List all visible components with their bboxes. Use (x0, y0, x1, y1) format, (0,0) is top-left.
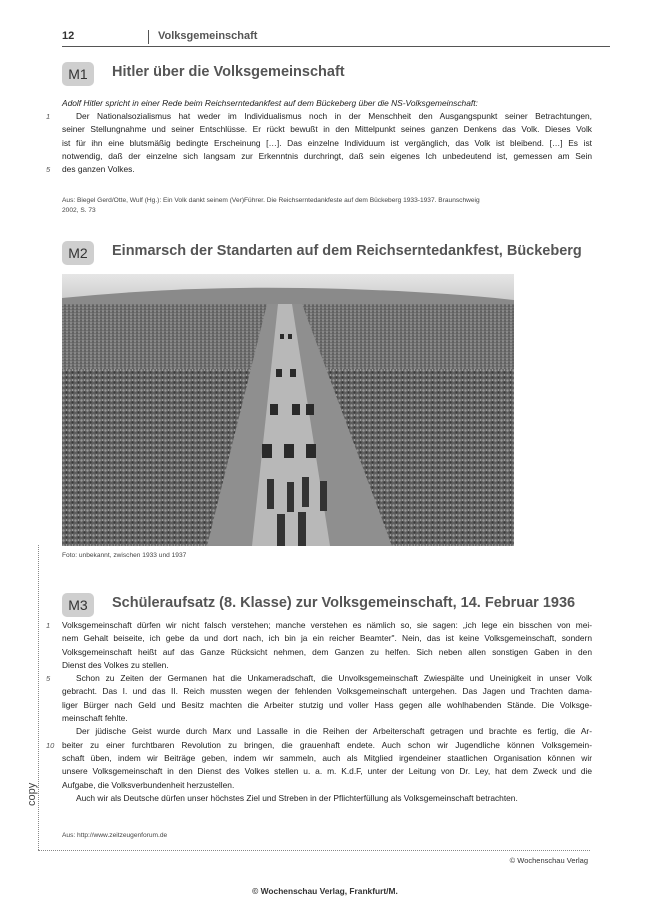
m3-badge: M3 (62, 593, 94, 617)
photo-caption: Foto: unbekannt, zwischen 1933 und 1937 (62, 552, 187, 559)
m1-line: notwendig, daß der einzelne sich langsam zur Erkenntnis durchringt, daß sein eigenes Ich unbedeutend ist, gemessen am Sein (62, 150, 592, 161)
m3-line: liger Bürger nach Geld und Besitz machten die Arbeiter stutzig und voller Hass gegen alle wohlhabenden Stände. Die Volksge- (62, 699, 592, 710)
m1-line: 5 des ganzen Volkes. (46, 164, 135, 175)
m3-line: unsere Volksgemeinschaft in den Dienst des Volkes stellen u. a. m. K.d.F, unter der Leitung von Dr. Ley, hat dem Zweck und die (62, 766, 592, 777)
m3-line: 10 beiter zu einer furchtbaren Revolution zu bringen, die grauenhaft endete. Auch schon wir Jugendliche können Volksgemein- (46, 739, 592, 750)
m3-line: Der jüdische Geist wurde durch Marx und Lassalle in die Reihen der Arbeiterschaft getragen und brachte es fertig, die Ar- (76, 726, 592, 737)
m3-title: Schüleraufsatz (8. Klasse) zur Volksgemeinschaft, 14. Februar 1936 (112, 595, 576, 611)
m3-line: meinschaft fehlte. (62, 713, 128, 724)
m3-line: gebracht. Das I. und das II. Reich mussten wegen der fehlenden Volksgemeinschaft untergehen. Das Jagen und Trachten dama- (62, 686, 592, 697)
page-number: 12 (62, 30, 75, 42)
header-title: Volksgemeinschaft (158, 30, 258, 42)
m2-badge: M2 (62, 241, 94, 265)
m1-line: 1 Der Nationalsozialismus hat weder im Individualismus noch in der Menschheit den Ausgangspunkt seiner Betrachtungen, (46, 111, 592, 121)
m3-line: Dienst des Volkes zu stellen. (62, 659, 169, 670)
m3-line: schaft üben, indem wir Beiträge geben, indem wir sammeln, auch als Mitglied irgendeiner staatlichen Organisation können wir (62, 752, 592, 763)
copyright-note: © Wochenschau Verlag (509, 856, 588, 865)
m3-line: nem Gehalt beiseite, ich gebe da und dort nach, ich bin ja ein reicher Beamter". Nein, das ist keine Volksgemeinschaft, sondern (62, 633, 592, 644)
page-header (62, 28, 610, 47)
m1-text (46, 110, 592, 176)
header-separator (148, 30, 149, 44)
m3-text (46, 619, 592, 805)
m1-line: seiner Stellungnahme und seiner Entschlüsse. Er rückt bewußt in den Mittelpunkt seines ganzen Denkens das Volk. Dieses Volk (62, 124, 592, 135)
section-m3 (46, 593, 592, 843)
copy-margin-line (38, 545, 39, 850)
copy-bottom-line (38, 850, 590, 851)
rally-photo-image (62, 274, 514, 546)
m3-line: 1 Volksgemeinschaft dürfen wir nicht falsch verstehen; manche verstehen es nämlich so, sie sagen: „ich lege ein bisschen von mei- (46, 620, 592, 630)
rally-photo (62, 274, 514, 546)
m3-line: Auch wir als Deutsche dürfen unser höchstes Ziel und Streben in der Pflichterfüllung als Volksgemeinschaft betrachten. (76, 792, 518, 803)
m1-title: Hitler über die Volksgemeinschaft (112, 64, 345, 80)
footer-publisher: © Wochenschau Verlag, Frankfurt/M. (252, 886, 398, 896)
copy-label: copy (26, 782, 38, 806)
m1-source: Aus: Biegel Gerd/Otte, Wulf (Hg.): Ein Volk dankt seinem (Ver)Führer. Die Reichserntedankfeste auf dem Bückeberg 1933-1937. Braunschweig 2002, S. 73 (62, 197, 480, 214)
m1-badge: M1 (62, 62, 94, 86)
m3-source: Aus: http://www.zeitzeugenforum.de (62, 832, 168, 839)
m3-line: Aufgabe, die Volksverbundenheit herzustellen. (62, 779, 235, 790)
m1-intro: Adolf Hitler spricht in einer Rede beim Reichserntedankfest auf dem Bückeberg über die NS-Volksgemeinschaft: (62, 98, 478, 108)
m3-line: Volksgemeinschaft heißt auf das Ganze Rücksicht nehmen, dem Ganzen zu helfen. Sich neben allen sonstigen Gaben in den (62, 646, 592, 657)
m2-title: Einmarsch der Standarten auf dem Reichserntedankfest, Bückeberg (112, 243, 582, 259)
m1-line: ist für ihn eine blutsmäßig bedingte Erscheinung […]. Das einzelne Individuum ist vergänglich, das Volk ist bleibend. […] Es ist (62, 137, 592, 148)
m3-line: 5 Schon zu Zeiten der Germanen hat die Unkameradschaft, die Unvolksgemeinschaft Zwiespälte und Uneinigkeit in unser Volk (46, 673, 592, 684)
section-m2 (62, 241, 592, 271)
section-m1 (46, 62, 592, 222)
